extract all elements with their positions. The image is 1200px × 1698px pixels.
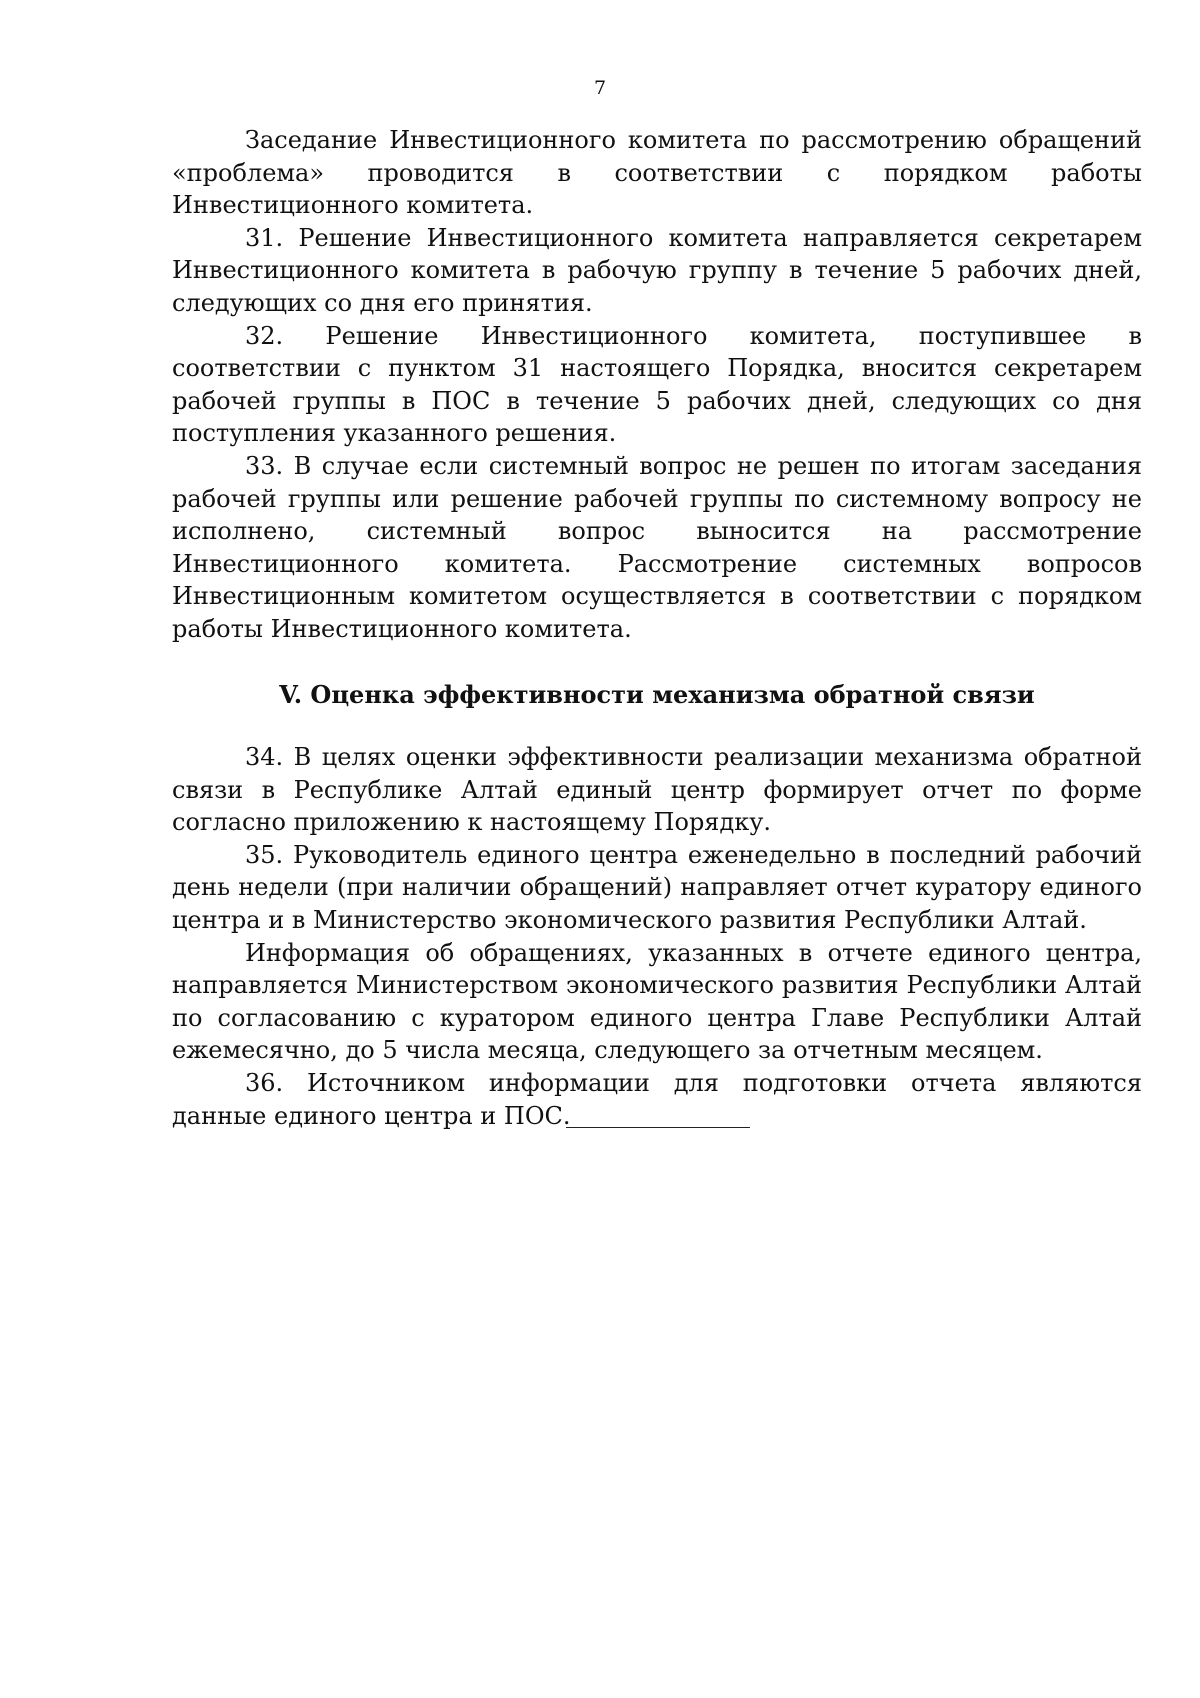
paragraph-report-information: Информация об обращениях, указанных в отчете единого центра, направляется Министерством экономического развития Республики Алтай по согласованию с куратором единого центра Главе Республики Алтай ежемесячно, до 5 числа месяца, следующего за отчетным месяцем. — [172, 938, 1142, 1065]
paragraph-34: 34. В целях оценки эффективности реализации механизма обратной связи в Республике Алтай единый центр формирует отчет по форме согласно приложению к настоящему Порядку. — [172, 743, 1142, 837]
end-of-document-rule — [566, 1127, 750, 1128]
document-body — [172, 124, 1142, 1132]
paragraph-35: 35. Руководитель единого центра еженедельно в последний рабочий день недели (при наличии обращений) направляет отчет куратору единого центра и в Министерство экономического развития Республики Алтай. — [172, 840, 1142, 935]
paragraph-32: 32. Решение Инвестиционного комитета, поступившее в соответствии с пунктом 31 настоящего Порядка, вносится секретарем рабочей группы в ПОС в течение 5 рабочих дней, следующих со дня поступления указанного решения. — [172, 321, 1142, 448]
page-number: 7 — [593, 77, 607, 99]
spacer — [172, 711, 1142, 741]
paragraph-33: 33. В случае если системный вопрос не решен по итогам заседания рабочей группы или решение рабочей группы по системному вопросу не исполнено, системный вопрос выносится на рассмотрение Инвестиционного комитета. Рассмотрение системных вопросов Инвестиционным комитетом осуществляется в соответствии с порядком работы Инвестиционного комитета. — [172, 451, 1142, 643]
section-heading: V. Оценка эффективности механизма обратной связи — [279, 679, 1035, 709]
paragraph-investment-committee-meeting: Заседание Инвестиционного комитета по рассмотрению обращений «проблема» проводится в соответствии с порядком работы Инвестиционного комитета. — [172, 126, 1142, 220]
paragraph-31: 31. Решение Инвестиционного комитета направляется секретарем Инвестиционного комитета в рабочую группу в течение 5 рабочих дней, следующих со дня его принятия. — [172, 223, 1142, 317]
paragraph-36: 36. Источником информации для подготовки отчета являются данные единого центра и ПОС. — [172, 1069, 1142, 1130]
spacer — [172, 646, 1142, 679]
